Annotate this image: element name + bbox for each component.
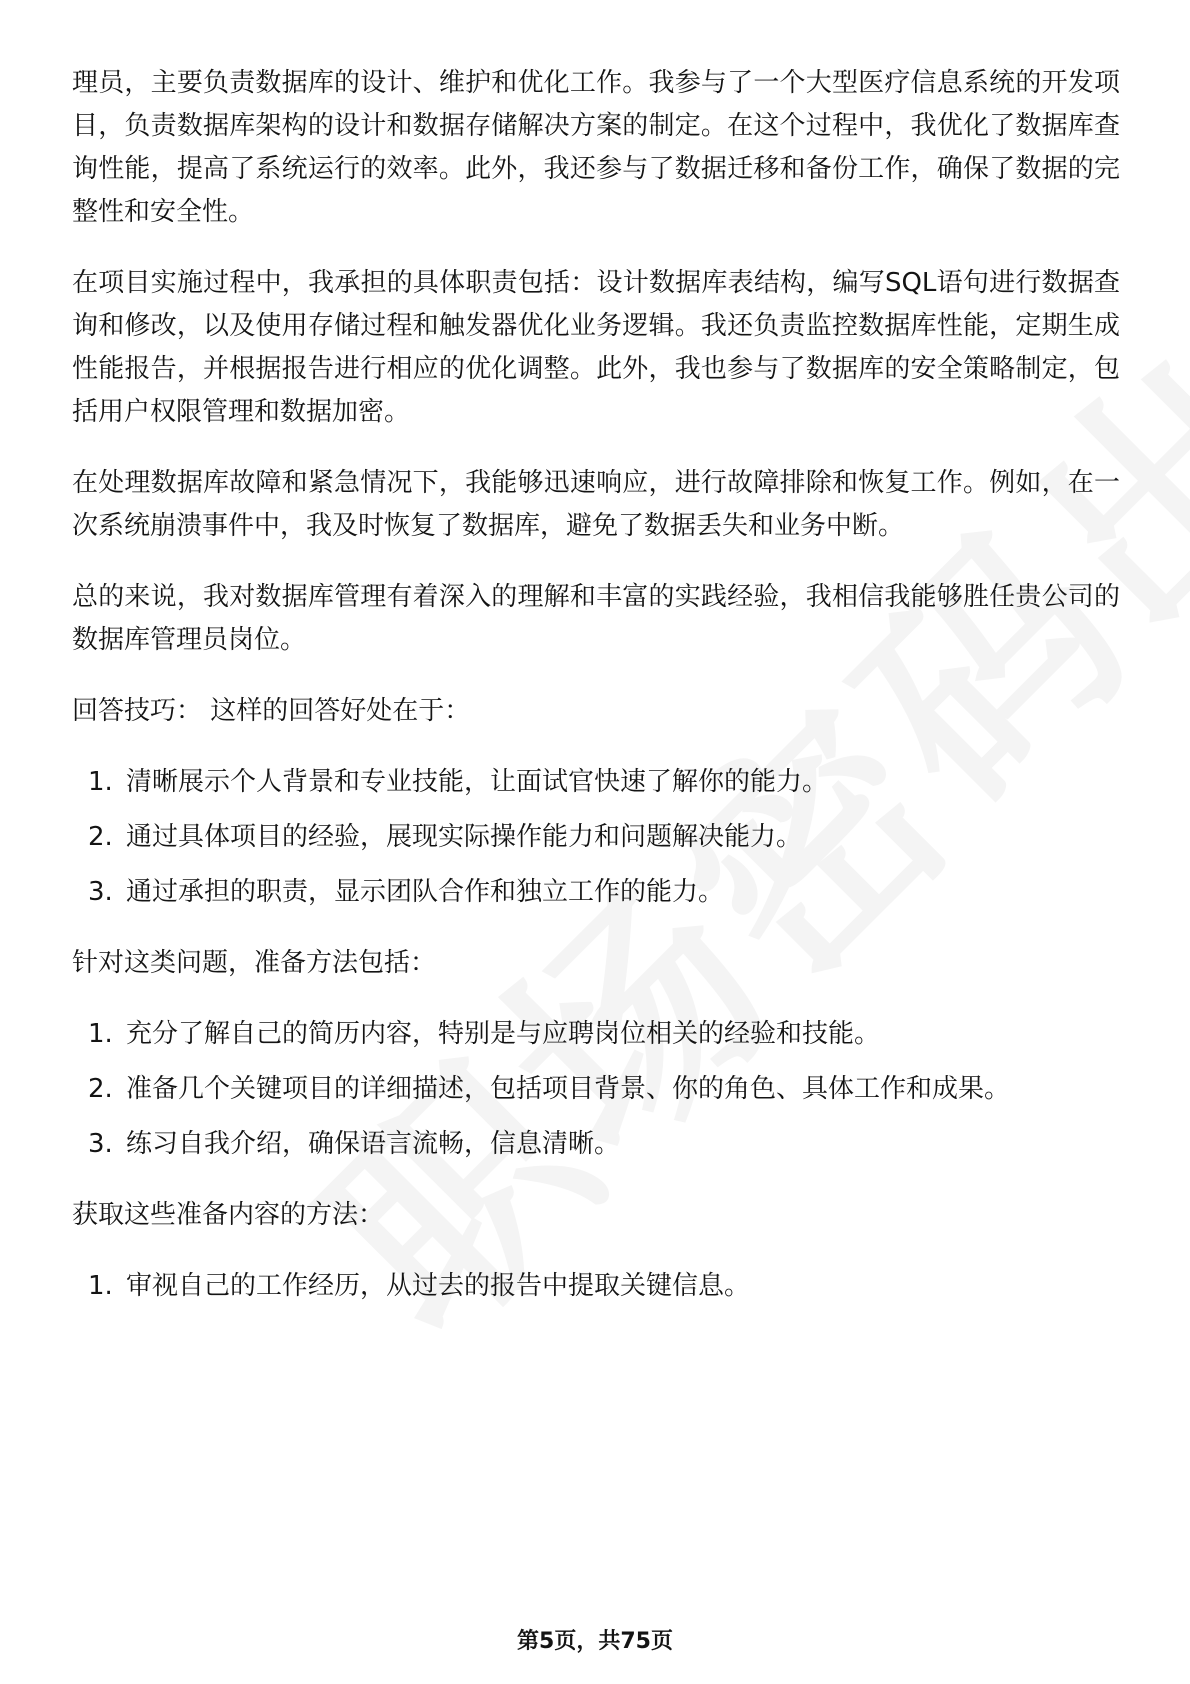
paragraph: 在处理数据库故障和紧急情况下，我能够迅速响应，进行故障排除和恢复工作。例如，在一次系统崩溃事件中，我及时恢复了数据库，避免了数据丢失和业务中断。: [72, 468, 1120, 541]
tips-label: 回答技巧： 这样的回答好处在于：: [72, 696, 471, 726]
page-indicator: 第5页，共75页: [517, 1629, 673, 1654]
list-item-text: 练习自我介绍，确保语言流畅，信息清晰。: [126, 1129, 621, 1159]
list-item-number: 3.: [88, 877, 113, 907]
document-body: [72, 62, 1120, 1336]
list-item-text: 准备几个关键项目的详细描述，包括项目背景、你的角色、具体工作和成果。: [126, 1074, 1011, 1104]
list-item: [72, 816, 1120, 859]
list-item: [72, 1013, 1120, 1056]
list-item-text: 通过承担的职责，显示团队合作和独立工作的能力。: [126, 877, 725, 907]
list-item-text: 清晰展示个人背景和专业技能，让面试官快速了解你的能力。: [126, 767, 829, 797]
list-item: [72, 1265, 1120, 1308]
list-item-number: 2.: [88, 1074, 113, 1104]
tips-list: [72, 761, 1120, 914]
list-item-number: 1.: [88, 767, 113, 797]
list-item-text: 充分了解自己的简历内容，特别是与应聘岗位相关的经验和技能。: [126, 1019, 881, 1049]
list-item: [72, 761, 1120, 804]
prep-label: 针对这类问题，准备方法包括：: [72, 948, 437, 978]
list-item-text: 通过具体项目的经验，展现实际操作能力和问题解决能力。: [126, 822, 803, 852]
list-item-number: 1.: [88, 1019, 113, 1049]
list-item: [72, 1123, 1120, 1166]
method-list: [72, 1265, 1120, 1308]
list-item-number: 1.: [88, 1271, 113, 1301]
list-item-number: 2.: [88, 822, 113, 852]
paragraph: 在项目实施过程中，我承担的具体职责包括：设计数据库表结构，编写SQL语句进行数据查询和修改，以及使用存储过程和触发器优化业务逻辑。我还负责监控数据库性能，定期生成性能报告，并根据报告进行相应的优化调整。此外，我也参与了数据库的安全策略制定，包括用户权限管理和数据加密。: [72, 268, 1120, 427]
method-label: 获取这些准备内容的方法：: [72, 1200, 385, 1230]
paragraph: 总的来说，我对数据库管理有着深入的理解和丰富的实践经验，我相信我能够胜任贵公司的数据库管理员岗位。: [72, 582, 1120, 655]
list-item: [72, 1068, 1120, 1111]
list-item-text: 审视自己的工作经历，从过去的报告中提取关键信息。: [126, 1271, 751, 1301]
paragraph: 理员，主要负责数据库的设计、维护和优化工作。我参与了一个大型医疗信息系统的开发项目，负责数据库架构的设计和数据存储解决方案的制定。在这个过程中，我优化了数据库查询性能，提高了系统运行的效率。此外，我还参与了数据迁移和备份工作，确保了数据的完整性和安全性。: [72, 68, 1120, 227]
list-item: [72, 871, 1120, 914]
prep-list: [72, 1013, 1120, 1166]
list-item-number: 3.: [88, 1129, 113, 1159]
